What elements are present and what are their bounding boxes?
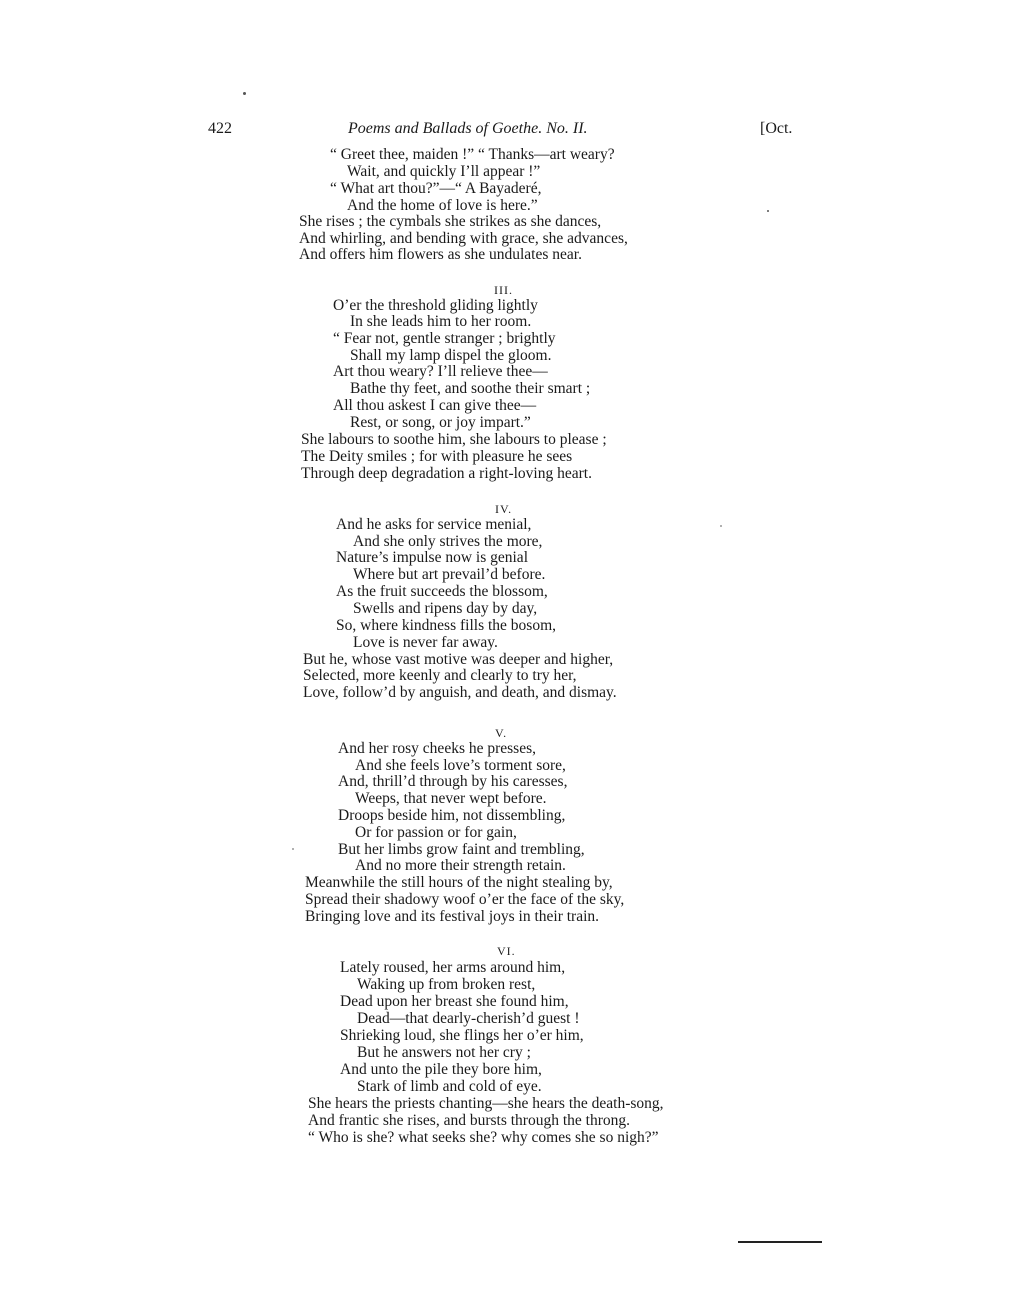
verse-line: She hears the priests chanting—she hears the death-song, bbox=[308, 1095, 664, 1112]
verse-line: And, thrill’d through by his caresses, bbox=[338, 773, 568, 790]
verse-line: But he, whose vast motive was deeper and higher, bbox=[303, 651, 614, 668]
verse-line: Weeps, that never wept before. bbox=[355, 790, 547, 807]
verse-line: She rises ; the cymbals she strikes as she dances, bbox=[299, 213, 602, 230]
verse-line: So, where kindness fills the bosom, bbox=[336, 617, 556, 634]
scan-speck bbox=[720, 525, 722, 527]
scan-speck bbox=[292, 848, 294, 850]
verse-line: Where but art prevail’d before. bbox=[353, 566, 546, 583]
verse-line: O’er the threshold gliding lightly bbox=[333, 297, 538, 314]
page-header bbox=[0, 120, 1009, 142]
verse-line: Dead—that dearly-cherish’d guest ! bbox=[357, 1010, 580, 1027]
verse-line: Nature’s impulse now is genial bbox=[336, 549, 528, 566]
verse-line: Meanwhile the still hours of the night stealing by, bbox=[305, 874, 613, 891]
verse-line: As the fruit succeeds the blossom, bbox=[336, 583, 548, 600]
verse-line: Selected, more keenly and clearly to try her, bbox=[303, 667, 577, 684]
verse-line: And she feels love’s torment sore, bbox=[355, 757, 566, 774]
verse-line: And she only strives the more, bbox=[353, 533, 543, 550]
verse-line: Art thou weary? I’ll relieve thee— bbox=[333, 363, 548, 380]
scan-speck bbox=[767, 210, 769, 212]
verse-line: Waking up from broken rest, bbox=[357, 976, 536, 993]
verse-line: Spread their shadowy woof o’er the face of the sky, bbox=[305, 891, 625, 908]
verse-line: Lately roused, her arms around him, bbox=[340, 959, 566, 976]
stanza-numeral: IV. bbox=[495, 502, 513, 516]
running-title: Poems and Ballads of Goethe. No. II. bbox=[348, 120, 588, 137]
verse-line: And frantic she rises, and bursts through the throng. bbox=[308, 1112, 630, 1129]
verse-line: Dead upon her breast she found him, bbox=[340, 993, 569, 1010]
verse-line: And no more their strength retain. bbox=[355, 857, 566, 874]
verse-line: Or for passion or for gain, bbox=[355, 824, 517, 841]
verse-line: But her limbs grow faint and trembling, bbox=[338, 841, 585, 858]
stanza-numeral: III. bbox=[494, 283, 513, 297]
verse-line: And whirling, and bending with grace, she advances, bbox=[299, 230, 628, 247]
verse-line: Love, follow’d by anguish, and death, and dismay. bbox=[303, 684, 617, 701]
verse-line: “ Who is she? what seeks she? why comes she so nigh?” bbox=[308, 1129, 659, 1146]
stanza-numeral: V. bbox=[495, 726, 508, 740]
verse-line: Rest, or song, or joy impart.” bbox=[350, 414, 531, 431]
verse-line: “ Fear not, gentle stranger ; brightly bbox=[333, 330, 556, 347]
verse-line: “ What art thou?”—“ A Bayaderé, bbox=[330, 180, 542, 197]
verse-line: Droops beside him, not dissembling, bbox=[338, 807, 566, 824]
verse-line: And he asks for service menial, bbox=[336, 516, 532, 533]
page-number: 422 bbox=[208, 120, 232, 137]
verse-line: Swells and ripens day by day, bbox=[353, 600, 538, 617]
verse-line: “ Greet thee, maiden !” “ Thanks—art weary? bbox=[330, 146, 615, 163]
verse-line: Stark of limb and cold of eye. bbox=[357, 1078, 542, 1095]
verse-line: And offers him flowers as she undulates near. bbox=[299, 246, 582, 263]
running-month: [Oct. bbox=[760, 120, 793, 137]
verse-line: Through deep degradation a right-loving heart. bbox=[301, 465, 592, 482]
verse-line: Wait, and quickly I’ll appear !” bbox=[347, 163, 541, 180]
verse-line: And unto the pile they bore him, bbox=[340, 1061, 542, 1078]
verse-line: And her rosy cheeks he presses, bbox=[338, 740, 536, 757]
verse-line: Shrieking loud, she flings her o’er him, bbox=[340, 1027, 584, 1044]
verse-line: Shall my lamp dispel the gloom. bbox=[350, 347, 552, 364]
verse-line: Love is never far away. bbox=[353, 634, 498, 651]
stanza-numeral: VI. bbox=[497, 944, 516, 958]
verse-line: In she leads him to her room. bbox=[350, 313, 532, 330]
scan-speck bbox=[243, 92, 246, 95]
verse-line: All thou askest I can give thee— bbox=[333, 397, 537, 414]
verse-line: She labours to soothe him, she labours to please ; bbox=[301, 431, 607, 448]
verse-line: Bringing love and its festival joys in their train. bbox=[305, 908, 600, 925]
verse-line: The Deity smiles ; for with pleasure he sees bbox=[301, 448, 573, 465]
scan-rule-mark bbox=[738, 1241, 822, 1243]
verse-line: Bathe thy feet, and soothe their smart ; bbox=[350, 380, 591, 397]
verse-line: And the home of love is here.” bbox=[347, 197, 538, 214]
verse-line: But he answers not her cry ; bbox=[357, 1044, 531, 1061]
